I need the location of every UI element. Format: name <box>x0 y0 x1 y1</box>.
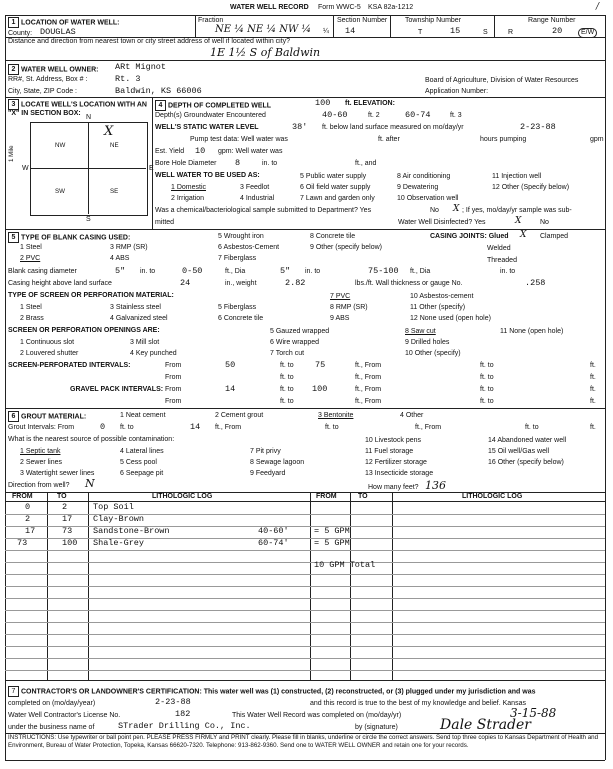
static-level-date: 2-23-88 <box>520 122 556 132</box>
casing-steel: 1 Steel <box>20 244 42 251</box>
section-number: 2 <box>8 64 19 75</box>
howmany-label: How many feet? <box>368 484 419 491</box>
openings-label: SCREEN OR PERFORATION OPENINGS ARE: <box>8 327 160 334</box>
and-label: ft., and <box>355 160 377 167</box>
perf-label: SCREEN-PERFORATED INTERVALS: <box>8 362 131 369</box>
section-box <box>30 122 148 216</box>
log-depth-range: 60-74' <box>258 538 289 548</box>
city-label: City, State, ZIP Code : <box>8 88 77 95</box>
log-description: Sandstone-Brown <box>93 526 170 536</box>
business-value: STrader Drilling Co., Inc. <box>118 721 251 731</box>
open-louvered: 2 Louvered shutter <box>20 350 79 357</box>
chem-sample-label: Was a chemical/bacteriological sample submitted to Department? Yes <box>155 207 372 214</box>
completed-value: 2-23-88 <box>155 697 191 707</box>
ft-from-label: ft., From <box>355 374 382 381</box>
log-to: 17 <box>62 514 73 524</box>
ft-to-label: ft. to <box>280 398 294 405</box>
open-wire: 6 Wire wrapped <box>270 339 320 346</box>
ft-to-label: ft. to <box>280 362 294 369</box>
after-label: ft. after <box>378 136 400 143</box>
true-text: and this record is true to the best of my knowledge and belief. Kansas <box>310 700 526 707</box>
ft-label: ft. <box>590 398 596 405</box>
use-injection: 11 Injection well <box>492 173 542 180</box>
screen-none: 12 None used (open hole) <box>410 315 491 322</box>
township-value: 15 <box>450 26 461 36</box>
log-to-header: TO <box>57 493 67 500</box>
groundwater-2: 60-74 <box>405 110 431 120</box>
log-title-header-2: LITHOLOGIC LOG <box>462 493 523 500</box>
application-label: Application Number: <box>425 88 489 95</box>
board-label: Board of Agriculture, Division of Water Resources <box>425 77 579 84</box>
mile-label: 1 Mile <box>8 145 15 162</box>
log-row-line <box>5 670 605 671</box>
dia-label: ft., Dia <box>410 268 431 275</box>
joints-label: CASING JOINTS: Glued <box>430 233 509 240</box>
contam-abandoned: 14 Abandoned water well <box>488 437 567 444</box>
contam-fertilizer: 12 Fertilizer storage <box>365 459 427 466</box>
log-row-line <box>5 622 605 623</box>
use-irrigation: 2 Irrigation <box>171 195 205 202</box>
section-number: 5 <box>8 232 19 243</box>
height-value: 24 <box>180 278 191 288</box>
from-label: From <box>165 386 182 393</box>
casing-asbestos: 6 Asbestos-Cement <box>218 244 280 251</box>
open-continuous: 1 Continuous slot <box>20 339 75 346</box>
use-industrial: 4 Industrial <box>240 195 275 202</box>
casing-other: 9 Other (specify below) <box>310 244 382 251</box>
screen-stainless: 3 Stainless steel <box>110 304 161 311</box>
se-label: SE <box>110 188 119 195</box>
fraction-label: Fraction <box>198 17 224 24</box>
contam-watertight: 3 Watertight sewer lines <box>20 470 95 477</box>
log-from-header-2: FROM <box>316 493 337 500</box>
section-number: 4 <box>155 100 166 111</box>
township-t: T <box>418 29 423 36</box>
joints-threaded: Threaded <box>487 257 517 264</box>
ft-label: ft. <box>590 386 596 393</box>
contam-cess: 5 Cess pool <box>120 459 157 466</box>
use-domestic: 1 Domestic <box>171 184 207 191</box>
ft-from-label: ft., From <box>415 424 442 431</box>
in-to-label: in. to <box>305 268 321 275</box>
yield-label: Est. Yield <box>155 148 185 155</box>
open-drilled: 9 Drilled holes <box>405 339 450 346</box>
certification-text: CONTRACTOR'S OR LANDOWNER'S CERTIFICATION: This water well was (1) constructed, (2) reconstructed, or (3) plugged under my jurisdiction and was <box>21 688 536 696</box>
record-date: 3-15-88 <box>510 706 557 720</box>
section-number: 6 <box>8 411 19 422</box>
in-to-label: in. to <box>140 268 156 275</box>
signature-label: by (signature) <box>355 724 398 731</box>
open-key: 4 Key punched <box>130 350 177 357</box>
screen-pvc: 7 PVC <box>330 293 351 300</box>
log-row-line <box>5 586 605 587</box>
signature: Dale Strader <box>440 717 531 733</box>
ft-to-label: ft. to <box>280 386 294 393</box>
ft-label: ft. <box>590 374 596 381</box>
west-label: W <box>22 165 29 172</box>
disinfected-label: Water Well Disinfected? Yes <box>398 219 486 226</box>
screen-galvanized: 4 Galvanized steel <box>110 315 168 322</box>
dia-label: ft., Dia <box>225 268 246 275</box>
contam-privy: 7 Pit privy <box>250 448 281 455</box>
static-level-value: 38' <box>292 122 308 132</box>
log-to: 2 <box>62 502 68 512</box>
ft-to-label: ft. to <box>480 398 494 405</box>
ft-to-label: ft. to <box>120 424 134 431</box>
static-level-tail: ft. below land surface measured on mo/day/yr <box>322 124 464 131</box>
ft-label: ft. <box>590 424 596 431</box>
contam-oilwell: 15 Oil well/Gas well <box>488 448 550 455</box>
ft-from-label: ft., From <box>215 424 242 431</box>
gpm-label: gpm <box>590 136 604 143</box>
casing-abs: 4 ABS <box>110 255 130 262</box>
instructions-text: INSTRUCTIONS: Use typewriter or ball point pen. PLEASE PRESS FIRMLY and PRINT clearly. Please fill in blanks, underline or circle the correct answers. Send top three copies to Kansas Department of Health and Environment, Bureau of Water Protection, Topeka, Kansas 66620-7320. Telephone: 913-862-9360. Send one to WATER WELL OWNER and retain one for your records. <box>8 734 599 749</box>
contam-livestock: 10 Livestock pens <box>365 437 422 444</box>
ne-label: NE <box>110 142 119 149</box>
completed-label: completed on (mo/day/year) <box>8 700 96 707</box>
business-label: under the business name of <box>8 724 95 731</box>
ft-from-label: ft., From <box>355 398 382 405</box>
ksa-ref: KSA 82a-1212 <box>368 4 414 11</box>
uses-label: WELL WATER TO BE USED AS: <box>155 172 260 179</box>
frame-top <box>5 15 605 16</box>
mitted-label: mitted <box>155 219 175 226</box>
use-public: 5 Public water supply <box>300 173 367 180</box>
log-from: 0 <box>25 502 31 512</box>
diameter-label: Blank casing diameter <box>8 268 77 275</box>
owner-label: WATER WELL OWNER: <box>21 66 99 74</box>
log-row-line <box>5 598 605 599</box>
log-row-line <box>5 634 605 635</box>
static-level-label: WELL'S STATIC WATER LEVEL <box>155 124 259 131</box>
log-description: Clay-Brown <box>93 514 145 524</box>
nw-label: NW <box>55 142 66 149</box>
frame-left <box>5 15 6 760</box>
city-value: Baldwin, KS 66006 <box>115 86 202 96</box>
in-to-label: in. to <box>500 268 516 275</box>
ft-to-label: ft. to <box>480 362 494 369</box>
depth-value: 100 <box>315 98 331 108</box>
screen-fiberglass: 5 Fiberglass <box>218 304 257 311</box>
open-torch: 7 Torch cut <box>270 350 305 357</box>
chem-no-label: No <box>430 207 439 214</box>
record-label: This Water Well Record was completed on (mo/day/yr) <box>232 712 402 719</box>
perf-to: 75 <box>315 360 326 370</box>
ft-label: ft. <box>590 362 596 369</box>
log-row-line <box>5 574 605 575</box>
grout-to: 14 <box>190 422 201 432</box>
height-label: Casing height above land surface <box>8 280 112 287</box>
range-ew: E/W <box>578 28 597 38</box>
use-other: 12 Other (Specify below) <box>492 184 570 191</box>
ft-label: ft. 2 <box>368 112 380 119</box>
yield-tail: gpm: Well water was <box>218 148 283 155</box>
use-oilfield: 6 Oil field water supply <box>300 184 371 191</box>
screen-brass: 2 Brass <box>20 315 44 322</box>
disinfected-no-mark: X <box>515 216 522 226</box>
weight-value: 2.82 <box>285 278 306 288</box>
direction-label: Direction from well? <box>8 482 70 489</box>
open-saw: 8 Saw cut <box>405 328 436 335</box>
diameter-2: 5" <box>280 266 291 276</box>
open-mill: 3 Mill slot <box>130 339 160 346</box>
distance-value: 1E 1½ S of Baldwin <box>210 46 321 59</box>
grout-from: 0 <box>100 422 106 432</box>
range-r: R <box>508 29 514 36</box>
casing-fiberglass: 7 Fiberglass <box>218 255 257 262</box>
grout-neat: 1 Neat cement <box>120 412 166 419</box>
grout-bentonite: 3 Bentonite <box>318 412 354 419</box>
log-gpm: 10 GPM Total <box>314 560 376 570</box>
distance-label: Distance and direction from nearest town or city street address of well if located within city? <box>8 38 291 45</box>
disinfected-no-label: No <box>540 219 549 226</box>
sw-label: SW <box>55 188 65 195</box>
ft-to-label: ft. to <box>480 386 494 393</box>
wall-label: lbs./ft. Wall thickness or gauge No. <box>355 280 463 287</box>
log-from: 73 <box>17 538 28 548</box>
log-to: 100 <box>62 538 78 548</box>
location-mark: X <box>104 124 114 139</box>
screen-label: TYPE OF SCREEN OR PERFORATION MATERIAL: <box>8 292 174 299</box>
chem-tail: ; If yes, mo/day/yr sample was sub- <box>462 207 572 214</box>
south-label: S <box>86 216 91 223</box>
log-row-line <box>5 610 605 611</box>
ft-to-label: ft. to <box>480 374 494 381</box>
range-value: 20 <box>552 26 563 36</box>
screen-other: 11 Other (specify) <box>410 304 466 311</box>
log-to: 73 <box>62 526 73 536</box>
joints-clamped: Clamped <box>540 233 569 240</box>
joints-welded: Welded <box>487 245 511 252</box>
diameter-1: 5" <box>115 266 126 276</box>
log-description: Shale-Grey <box>93 538 145 548</box>
casing-wrought: 5 Wrought iron <box>218 233 264 240</box>
log-gpm: = 5 GPM <box>314 538 350 548</box>
elevation-label: ft. ELEVATION: <box>345 100 395 107</box>
screen-asbestos: 10 Asbestos-cement <box>410 293 474 300</box>
contam-other: 16 Other (specify below) <box>488 459 564 466</box>
bore-value: 8 <box>235 158 241 168</box>
diameter-1-range: 0-50 <box>182 266 203 276</box>
use-air: 8 Air conditioning <box>397 173 451 180</box>
contam-feedyard: 9 Feedyard <box>250 470 286 477</box>
owner-value: ARt Mignot <box>115 62 167 72</box>
log-gpm: = 5 GPM <box>314 526 350 536</box>
contam-septic: 1 Septic tank <box>20 448 61 455</box>
from-label: From <box>165 374 182 381</box>
log-from: 2 <box>25 514 31 524</box>
casing-label: TYPE OF BLANK CASING USED: <box>21 234 131 242</box>
contam-fuel: 11 Fuel storage <box>365 448 414 455</box>
east-label: E <box>149 165 154 172</box>
fraction-value: NE ¼ NE ¼ NW ¼ <box>215 24 312 35</box>
open-gauzed: 5 Gauzed wrapped <box>270 328 330 335</box>
pump-test-label: Pump test data: Well water was <box>190 136 288 143</box>
north-label: N <box>86 114 92 121</box>
address-value: Rt. 3 <box>115 74 141 84</box>
gravel-label: GRAVEL PACK INTERVALS: <box>70 386 164 393</box>
contam-lagoon: 8 Sewage lagoon <box>250 459 305 466</box>
ft-to-label: ft. to <box>525 424 539 431</box>
section-value: 14 <box>345 26 356 36</box>
log-row-line <box>5 646 605 647</box>
contam-sewer: 2 Sewer lines <box>20 459 63 466</box>
ft-to-label: ft. to <box>280 374 294 381</box>
log-from: 17 <box>25 526 36 536</box>
grout-other: 4 Other <box>400 412 424 419</box>
section-number: 3 <box>8 99 19 110</box>
in-to-label: in. to <box>262 160 278 167</box>
section-box-title: LOCATE WELL'S LOCATION WITH AN "X" IN SECTION BOX: <box>8 101 147 117</box>
location-title: LOCATION OF WATER WELL: <box>21 19 120 27</box>
direction-value: N <box>85 477 95 490</box>
form-number: Form WWC-5 <box>318 4 361 11</box>
grout-cement: 2 Cement grout <box>215 412 264 419</box>
county-label: County: <box>8 30 33 37</box>
ft-from-label: ft., From <box>355 386 382 393</box>
log-from-header: FROM <box>12 493 33 500</box>
log-description: Top Soil <box>93 502 134 512</box>
log-to-header-2: TO <box>358 493 368 500</box>
frame-right <box>605 15 606 760</box>
log-depth-range: 40-60' <box>258 526 289 536</box>
ft-from-label: ft., From <box>355 362 382 369</box>
weight-label: in., weight <box>225 280 257 287</box>
casing-rmp: 3 RMP (SR) <box>110 244 148 251</box>
use-lawn: 7 Lawn and garden only <box>300 195 375 202</box>
grout-intervals-label: Grout Intervals: From <box>8 424 75 431</box>
grout-label: GROUT MATERIAL: <box>21 413 87 421</box>
contam-lateral: 4 Lateral lines <box>120 448 164 455</box>
county-value: DOUGLAS <box>40 27 76 37</box>
log-row-line <box>5 658 605 659</box>
howmany-value: 136 <box>425 479 446 492</box>
range-label: Range Number <box>528 17 576 24</box>
casing-pvc: 2 PVC <box>20 255 41 262</box>
from-label: From <box>165 398 182 405</box>
use-observation: 10 Observation well <box>397 195 459 202</box>
hours-label: hours pumping <box>480 136 527 143</box>
section-number: 7 <box>8 686 19 697</box>
screen-rmp: 8 RMP (SR) <box>330 304 368 311</box>
license-label: Water Well Contractor's License No. <box>8 712 121 719</box>
fraction-last-quarter: ¼ <box>323 28 329 35</box>
bore-label: Bore Hole Diameter <box>155 160 217 167</box>
use-feedlot: 3 Feedlot <box>240 184 270 191</box>
yield-value: 10 <box>195 146 206 156</box>
log-row-line <box>5 550 605 551</box>
joints-glued-mark: X <box>520 230 527 240</box>
section-number: 1 <box>8 17 19 28</box>
screen-steel: 1 Steel <box>20 304 42 311</box>
chem-no-mark: X <box>453 204 460 214</box>
log-title-header: LITHOLOGIC LOG <box>152 493 213 500</box>
diameter-2-range: 75-100 <box>368 266 399 276</box>
depth-label: DEPTH OF COMPLETED WELL <box>168 102 272 110</box>
contamination-label: What is the nearest source of possible contamination: <box>8 436 175 443</box>
groundwater-label: Depth(s) Groundwater Encountered <box>155 112 266 119</box>
casing-concrete: 8 Concrete tile <box>310 233 356 240</box>
groundwater-1: 40-60 <box>322 110 348 120</box>
open-none: 11 None (open hole) <box>500 328 564 335</box>
ft-to-label: ft. to <box>325 424 339 431</box>
form-title: WATER WELL RECORD <box>230 4 309 11</box>
from-label: From <box>165 362 182 369</box>
corner-mark: / <box>596 2 600 12</box>
gravel-from: 14 <box>225 384 236 394</box>
ft-label: ft. 3 <box>450 112 462 119</box>
township-s: S <box>483 29 488 36</box>
screen-abs: 9 ABS <box>330 315 350 322</box>
gravel-to: 100 <box>312 384 328 394</box>
section-label: Section Number <box>337 17 388 24</box>
contam-seepage: 6 Seepage pit <box>120 470 164 477</box>
address-label: RR#, St. Address, Box # : <box>8 76 88 83</box>
contam-insecticide: 13 Insecticide storage <box>365 470 434 477</box>
use-dewatering: 9 Dewatering <box>397 184 439 191</box>
log-row-line <box>5 562 605 563</box>
license-value: 182 <box>175 709 191 719</box>
township-label: Township Number <box>405 17 462 24</box>
perf-from: 50 <box>225 360 236 370</box>
wall-value: .258 <box>525 278 546 288</box>
screen-concrete: 6 Concrete tile <box>218 315 264 322</box>
open-other: 10 Other (specify) <box>405 350 461 357</box>
